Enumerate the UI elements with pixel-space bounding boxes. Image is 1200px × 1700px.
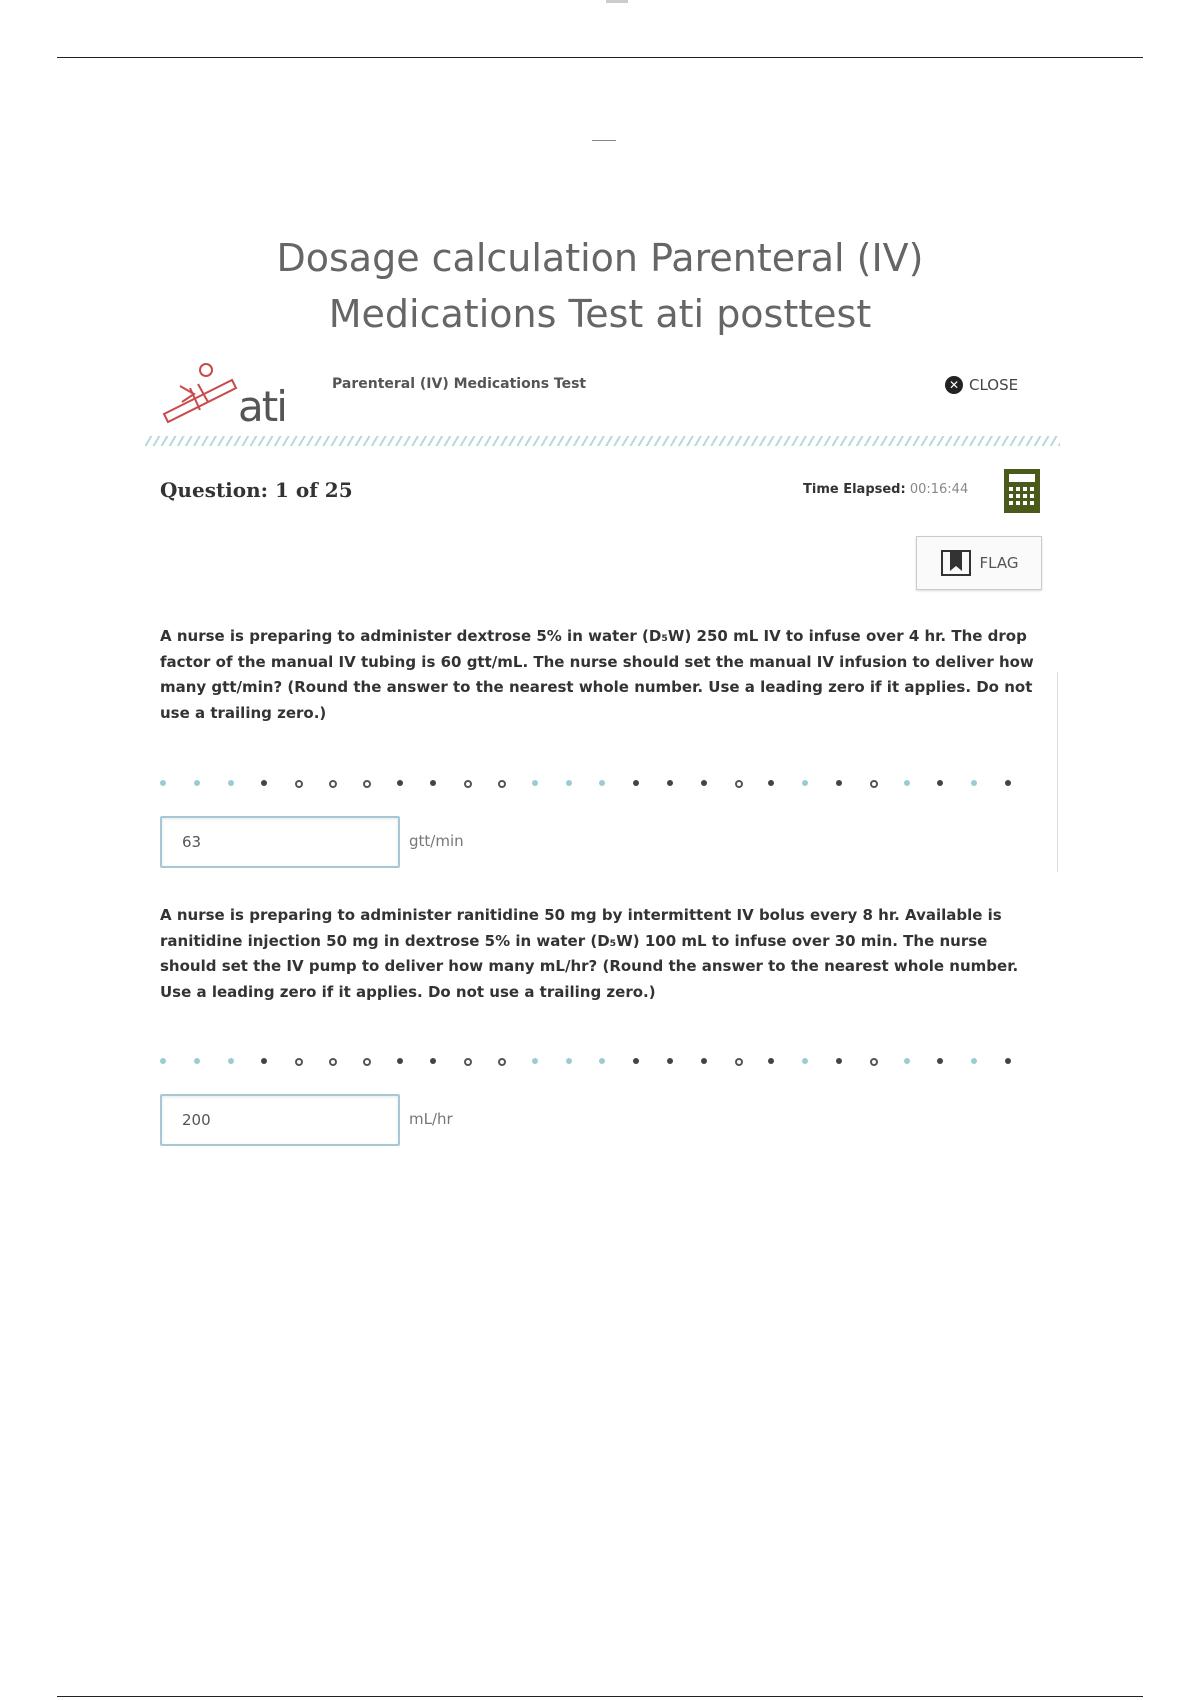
separator-dot — [1005, 780, 1011, 786]
separator-dot — [194, 780, 200, 786]
document-title — [100, 230, 1100, 342]
separator-dot — [329, 780, 337, 788]
separator-dot — [160, 1058, 166, 1064]
separator-dot — [329, 1058, 337, 1066]
separator-dot — [295, 1058, 303, 1066]
separator-dot — [633, 1058, 639, 1064]
separator-dot — [735, 780, 743, 788]
content-side-border — [1057, 672, 1058, 872]
separator-dot — [667, 1058, 673, 1064]
separator-dot — [363, 780, 371, 788]
separator-dot — [261, 1058, 267, 1064]
test-name: Parenteral (IV) Medications Test — [332, 376, 587, 392]
separator-dot — [599, 1058, 605, 1064]
top-rule — [57, 57, 1143, 58]
separator-dot — [228, 1058, 234, 1064]
ati-logo-text: ati — [238, 382, 286, 431]
separator-dot — [498, 780, 506, 788]
question-2-unit: mL/hr — [409, 1110, 453, 1128]
ati-figure-logo-icon — [160, 358, 240, 430]
close-button[interactable] — [945, 376, 1018, 394]
divider-dash — [592, 140, 616, 141]
separator-dot — [532, 1058, 538, 1064]
bottom-rule — [57, 1696, 1143, 1697]
document-title-line1: Dosage calculation Parenteral (IV) — [276, 236, 924, 280]
separator-dot — [870, 780, 878, 788]
separator-dot — [397, 1058, 403, 1064]
separator-dot — [904, 780, 910, 786]
separator-dot — [633, 780, 639, 786]
separator-dot — [566, 780, 572, 786]
separator-dot — [802, 1058, 808, 1064]
separator-dot — [566, 1058, 572, 1064]
close-icon: ✕ — [945, 376, 963, 394]
separator-dot — [160, 780, 166, 786]
time-elapsed-label: Time Elapsed: — [803, 482, 906, 497]
flag-button[interactable] — [916, 536, 1042, 590]
page-top-mark — [606, 0, 628, 3]
separator-dot — [464, 1058, 472, 1066]
question-1-separator-dots — [160, 780, 1030, 792]
separator-dot — [430, 780, 436, 786]
separator-dot — [1005, 1058, 1011, 1064]
separator-dot — [870, 1058, 878, 1066]
bookmark-flag-icon — [940, 549, 972, 577]
separator-dot — [498, 1058, 506, 1066]
separator-dot — [701, 1058, 707, 1064]
separator-dot — [836, 780, 842, 786]
separator-dot — [532, 780, 538, 786]
question-2-separator-dots — [160, 1058, 1030, 1070]
separator-dot — [430, 1058, 436, 1064]
separator-dot — [363, 1058, 371, 1066]
separator-dot — [937, 780, 943, 786]
document-title-line2: Medications Test ati posttest — [328, 292, 872, 336]
test-header — [145, 352, 1060, 442]
separator-dot — [768, 1058, 774, 1064]
ati-test-screenshot — [145, 352, 1060, 1152]
separator-dot — [228, 780, 234, 786]
separator-dot — [971, 780, 977, 786]
time-elapsed-value: 00:16:44 — [909, 482, 969, 497]
separator-dot — [768, 780, 774, 786]
ati-logo — [160, 358, 290, 430]
calculator-button[interactable] — [1003, 468, 1041, 514]
close-label: CLOSE — [969, 376, 1019, 394]
separator-dot — [194, 1058, 200, 1064]
question-2-text: A nurse is preparing to administer ranitidine 50 mg by intermittent IV bolus every 8 hr. Available is ranitidine injection 50 mg in dextrose 5% in water (D₅W) 100 mL to infuse over 30 min. The nurse should set the IV pump to deliver how many mL/hr? (Round the answer to the nearest whole number. Use a leading zero if it applies. Do not use a trailing zero.) — [160, 906, 1019, 1001]
flag-label: FLAG — [979, 554, 1019, 572]
question-1-text: A nurse is preparing to administer dextrose 5% in water (D₅W) 250 mL IV to infuse over 4 hr. The drop factor of the manual IV tubing is 60 gtt/mL. The nurse should set the manual IV infusion to deliver how many gtt/min? (Round the answer to the nearest whole number. Use a leading zero if it applies. Do not use a trailing zero.) — [160, 627, 1034, 722]
separator-dot — [971, 1058, 977, 1064]
question-2-answer-input[interactable] — [160, 1094, 400, 1146]
separator-dot — [836, 1058, 842, 1064]
separator-dot — [599, 780, 605, 786]
separator-dot — [735, 1058, 743, 1066]
calculator-icon — [1003, 468, 1041, 514]
header-hatch-divider — [145, 436, 1060, 446]
separator-dot — [701, 780, 707, 786]
question-counter: Question: 1 of 25 — [160, 478, 353, 502]
separator-dot — [464, 780, 472, 788]
separator-dot — [667, 780, 673, 786]
separator-dot — [295, 780, 303, 788]
separator-dot — [261, 780, 267, 786]
time-elapsed — [803, 482, 968, 497]
separator-dot — [397, 780, 403, 786]
question-1-answer-input[interactable] — [160, 816, 400, 868]
separator-dot — [802, 780, 808, 786]
separator-dot — [937, 1058, 943, 1064]
question-1-unit: gtt/min — [409, 832, 464, 850]
separator-dot — [904, 1058, 910, 1064]
